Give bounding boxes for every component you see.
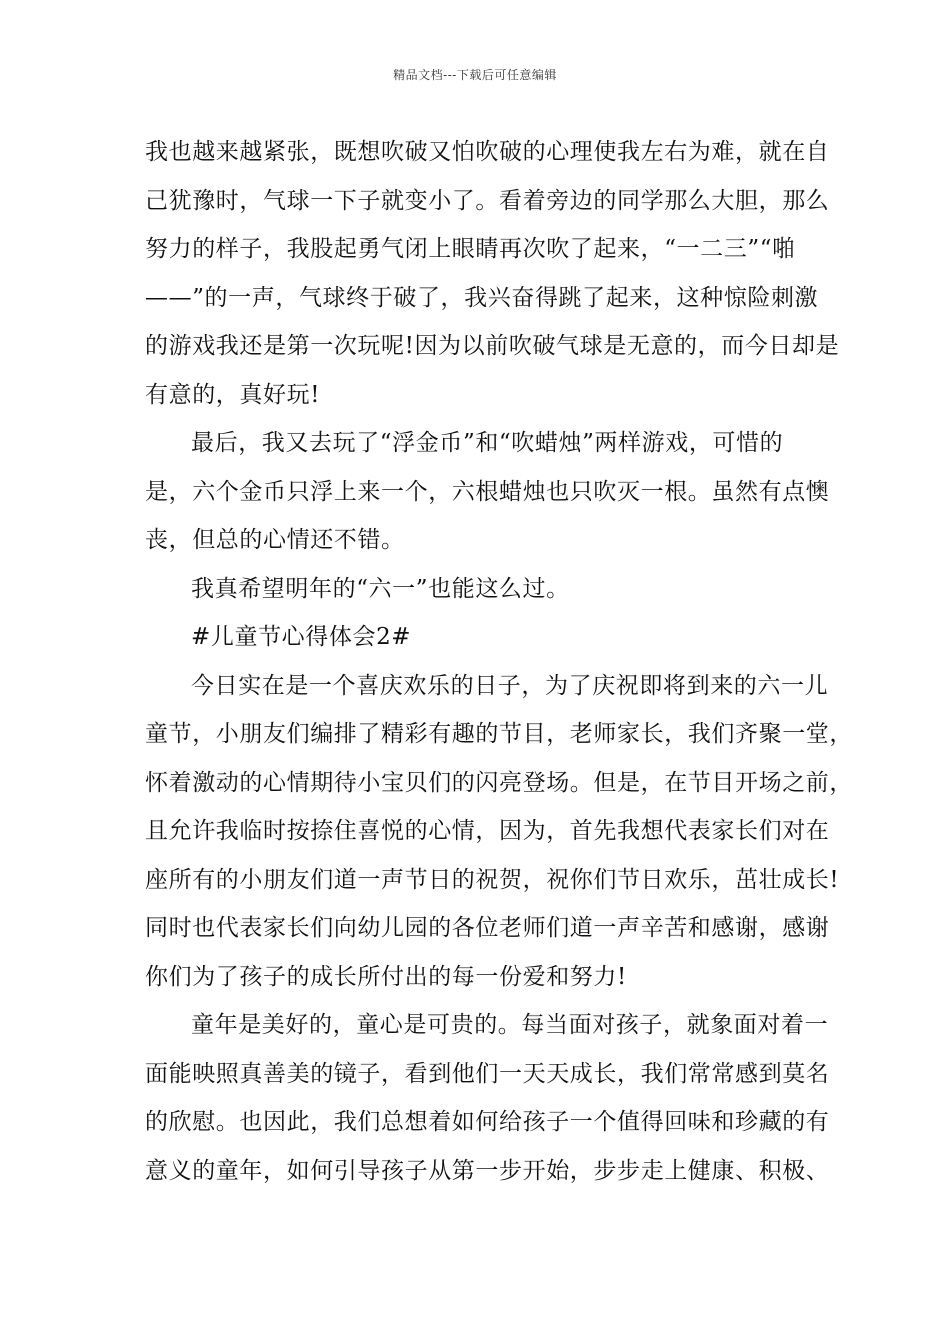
- text-line: 同时也代表家长们向幼儿园的各位老师们道一声辛苦和感谢，感谢: [145, 915, 830, 941]
- text-line: 座所有的小朋友们道一声节日的祝贺，祝你们节日欢乐，茁壮成长!: [145, 866, 840, 893]
- section-heading: #儿童节心得体会2#: [191, 624, 412, 650]
- text-line: 面能映照真善美的镜子，看到他们一天天成长，我们常常感到莫名: [145, 1060, 830, 1087]
- text-line: 你们为了孩子的成长所付出的每一份爱和努力!: [145, 963, 627, 990]
- paragraph-start-line: 最后，我又去玩了“浮金币”和“吹蜡烛”两样游戏，可惜的: [191, 430, 784, 456]
- text-line: 是，六个金币只浮上来一个，六根蜡烛也只吹灭一根。虽然有点懊: [145, 478, 830, 505]
- text-line: 意义的童年，如何引导孩子从第一步开始，步步走上健康、积极、: [145, 1157, 830, 1184]
- text-line: 丧，但总的心情还不错。: [145, 527, 405, 553]
- text-line: 怀着激动的心情期待小宝贝们的闪亮登场。但是，在节目开场之前，: [145, 769, 853, 796]
- paragraph-start-line: 今日实在是一个喜庆欢乐的日子，为了庆祝即将到来的六一儿: [191, 672, 829, 699]
- page-header: 精品文档---下载后可任意编辑: [393, 68, 557, 82]
- text-line: 有意的，真好玩!: [145, 381, 321, 408]
- text-line: 的欣慰。也因此，我们总想着如何给孩子一个值得回味和珍藏的有: [145, 1109, 830, 1135]
- text-line: 我也越来越紧张，既想吹破又怕吹破的心理使我左右为难，就在自: [145, 139, 830, 165]
- text-line: 童节，小朋友们编排了精彩有趣的节目，老师家长，我们齐聚一堂，: [145, 721, 853, 747]
- text-line: 的游戏我还是第一次玩呢!因为以前吹破气球是无意的，而今日却是: [145, 333, 840, 359]
- document-body: [145, 128, 853, 1195]
- text-line: 且允许我临时按捺住喜悦的心情，因为，首先我想代表家长们对在: [145, 818, 830, 844]
- paragraph-start-line: 我真希望明年的“六一”也能这么过。: [191, 575, 570, 602]
- text-line: ——”的一声，气球终于破了，我兴奋得跳了起来，这种惊险刺激: [145, 284, 819, 311]
- paragraph-start-line: 童年是美好的，童心是可贵的。每当面对孩子，就象面对着一: [191, 1012, 829, 1038]
- text-line: 努力的样子，我股起勇气闭上眼睛再次吹了起来，“一二三”“啪: [145, 236, 796, 262]
- text-line: 己犹豫时，气球一下子就变小了。看着旁边的同学那么大胆，那么: [145, 187, 830, 214]
